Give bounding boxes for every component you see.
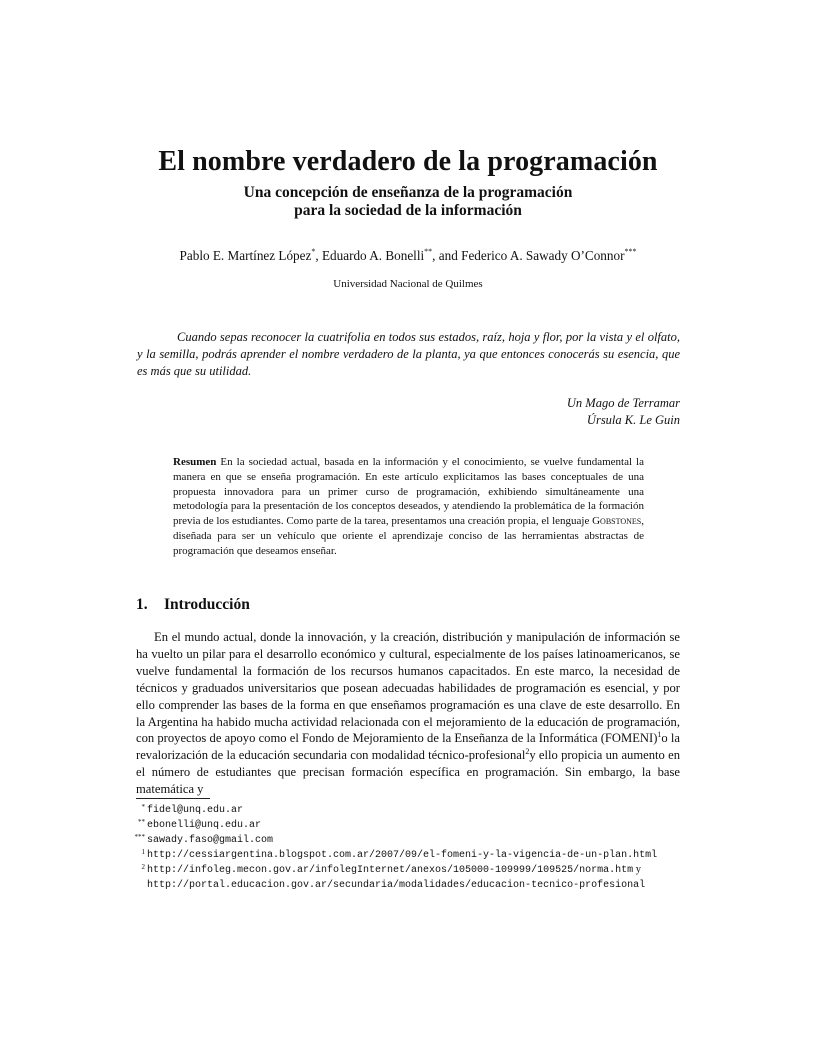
footnote-mark: ***	[134, 833, 145, 841]
footnote-mark: 2	[141, 863, 145, 871]
author-footnote-mark: *	[311, 247, 316, 256]
footnote-email-link[interactable]: sawady.faso@gmail.com	[147, 835, 274, 846]
epigraph-source-work: Un Mago de Terramar	[566, 396, 680, 410]
abstract	[173, 455, 644, 559]
author-list	[0, 248, 816, 264]
footnote-email-link[interactable]: fidel@unq.edu.ar	[147, 805, 244, 816]
footnote-url-link[interactable]: http://portal.educacion.gov.ar/secundaria/modalidades/educacion-tecnico-profesional	[147, 880, 646, 891]
paragraph-text: o la revalorización de la educación secundaria con modalidad técnico-profesional	[136, 731, 680, 763]
epigraph-source-author: Úrsula K. Le Guin	[586, 413, 680, 427]
footnote	[136, 833, 696, 848]
abstract-text: , diseñada para ser un vehículo que oriente el aprendizaje conciso de las herramientas abstractas de programación que deseamos enseñar.	[173, 515, 644, 557]
footnote-divider	[136, 798, 210, 799]
footnotes	[136, 803, 696, 893]
language-name: Gobstones	[592, 515, 642, 528]
footnote-url-link[interactable]: http://cessiargentina.blogspot.com.ar/2007/09/el-fomeni-y-la-vigencia-de-un-plan.html	[147, 850, 658, 861]
epigraph-quote: Cuando sepas reconocer la cuatrifolia en todos sus estados, raíz, hoja y flor, por la vista y el olfato, y la semilla, podrás aprender el nombre verdadero de la planta, ya que entonces conocerás su esencia, que es más que su utilidad.	[137, 330, 680, 378]
section-number: 1.	[136, 596, 148, 613]
footnote-ref[interactable]: 1	[657, 730, 662, 740]
footnote	[136, 848, 696, 863]
author-separator: ,	[315, 248, 322, 263]
abstract-label: Resumen	[173, 456, 217, 468]
author-footnote-mark: **	[424, 247, 433, 256]
section-paragraph	[136, 629, 680, 798]
footnote-email-link[interactable]: ebonelli@unq.edu.ar	[147, 820, 262, 831]
section-heading	[136, 596, 250, 614]
author-name: Pablo E. Martínez López	[179, 248, 312, 263]
author-separator: , and	[432, 248, 462, 263]
abstract-text: En la sociedad actual, basada en la información y el conocimiento, se vuelve fundamental la manera en que se enseña programación. En este artículo explicitamos las bases conceptuales de una propuesta innovadora para un primer curso de programación, exhibiendo simultáneamente una metodología para la presentación de los conceptos deseados, y atendiendo la problemática de la formación previa de los estudiantes. Como parte de la tarea, presentamos una creación propia, el lenguaje	[173, 456, 644, 528]
footnote-ref[interactable]: 2	[525, 747, 530, 757]
paragraph-text: En el mundo actual, donde la innovación, y la creación, distribución y manipulación de información se ha vuelto un pilar para el desarrollo económico y cultural, especialmente de los países latinoamericanos, se vuelve fundamental la formación de los recursos humanos capacitados. En este marco, la necesidad de técnicos y graduados universitarios que posean adecuadas habilidades de programación es esencial, y por ello comprender las bases de la forma en que enseñamos programación es una clave de este desarrollo. En la Argentina ha habido mucha actividad relacionada con el mejoramiento de la educación de programación, con proyectos de apoyo como el Fondo de Mejoramiento de la Enseñanza de la Informática (FOMENI)	[136, 630, 680, 746]
paper-title: El nombre verdadero de la programación	[158, 146, 658, 177]
paper-subtitle-line-2: para la sociedad de la información	[294, 202, 522, 219]
footnote-conjunction: y	[633, 864, 641, 875]
author-name: Federico A. Sawady O’Connor	[461, 248, 625, 263]
paper-subtitle-line-1: Una concepción de enseñanza de la programación	[243, 184, 573, 201]
section-title: Introducción	[164, 596, 250, 613]
footnote	[136, 803, 696, 818]
footnote-mark: **	[138, 818, 145, 826]
paragraph-text: y ello propicia un aumento en el número de estudiantes que precisan formación específica en programación. Sin embargo, la base matemática y	[136, 748, 680, 797]
footnote-mark: *	[141, 803, 145, 811]
footnote	[136, 818, 696, 833]
footnote-continuation	[136, 878, 696, 893]
author-affiliation: Universidad Nacional de Quilmes	[333, 278, 483, 290]
footnote	[136, 863, 696, 878]
author-footnote-mark: ***	[624, 247, 637, 256]
author-name: Eduardo A. Bonelli	[321, 248, 425, 263]
footnote-mark: 1	[141, 848, 145, 856]
footnote-url-link[interactable]: http://infoleg.mecon.gov.ar/infolegInternet/anexos/105000-109999/109525/norma.htm	[147, 865, 634, 876]
